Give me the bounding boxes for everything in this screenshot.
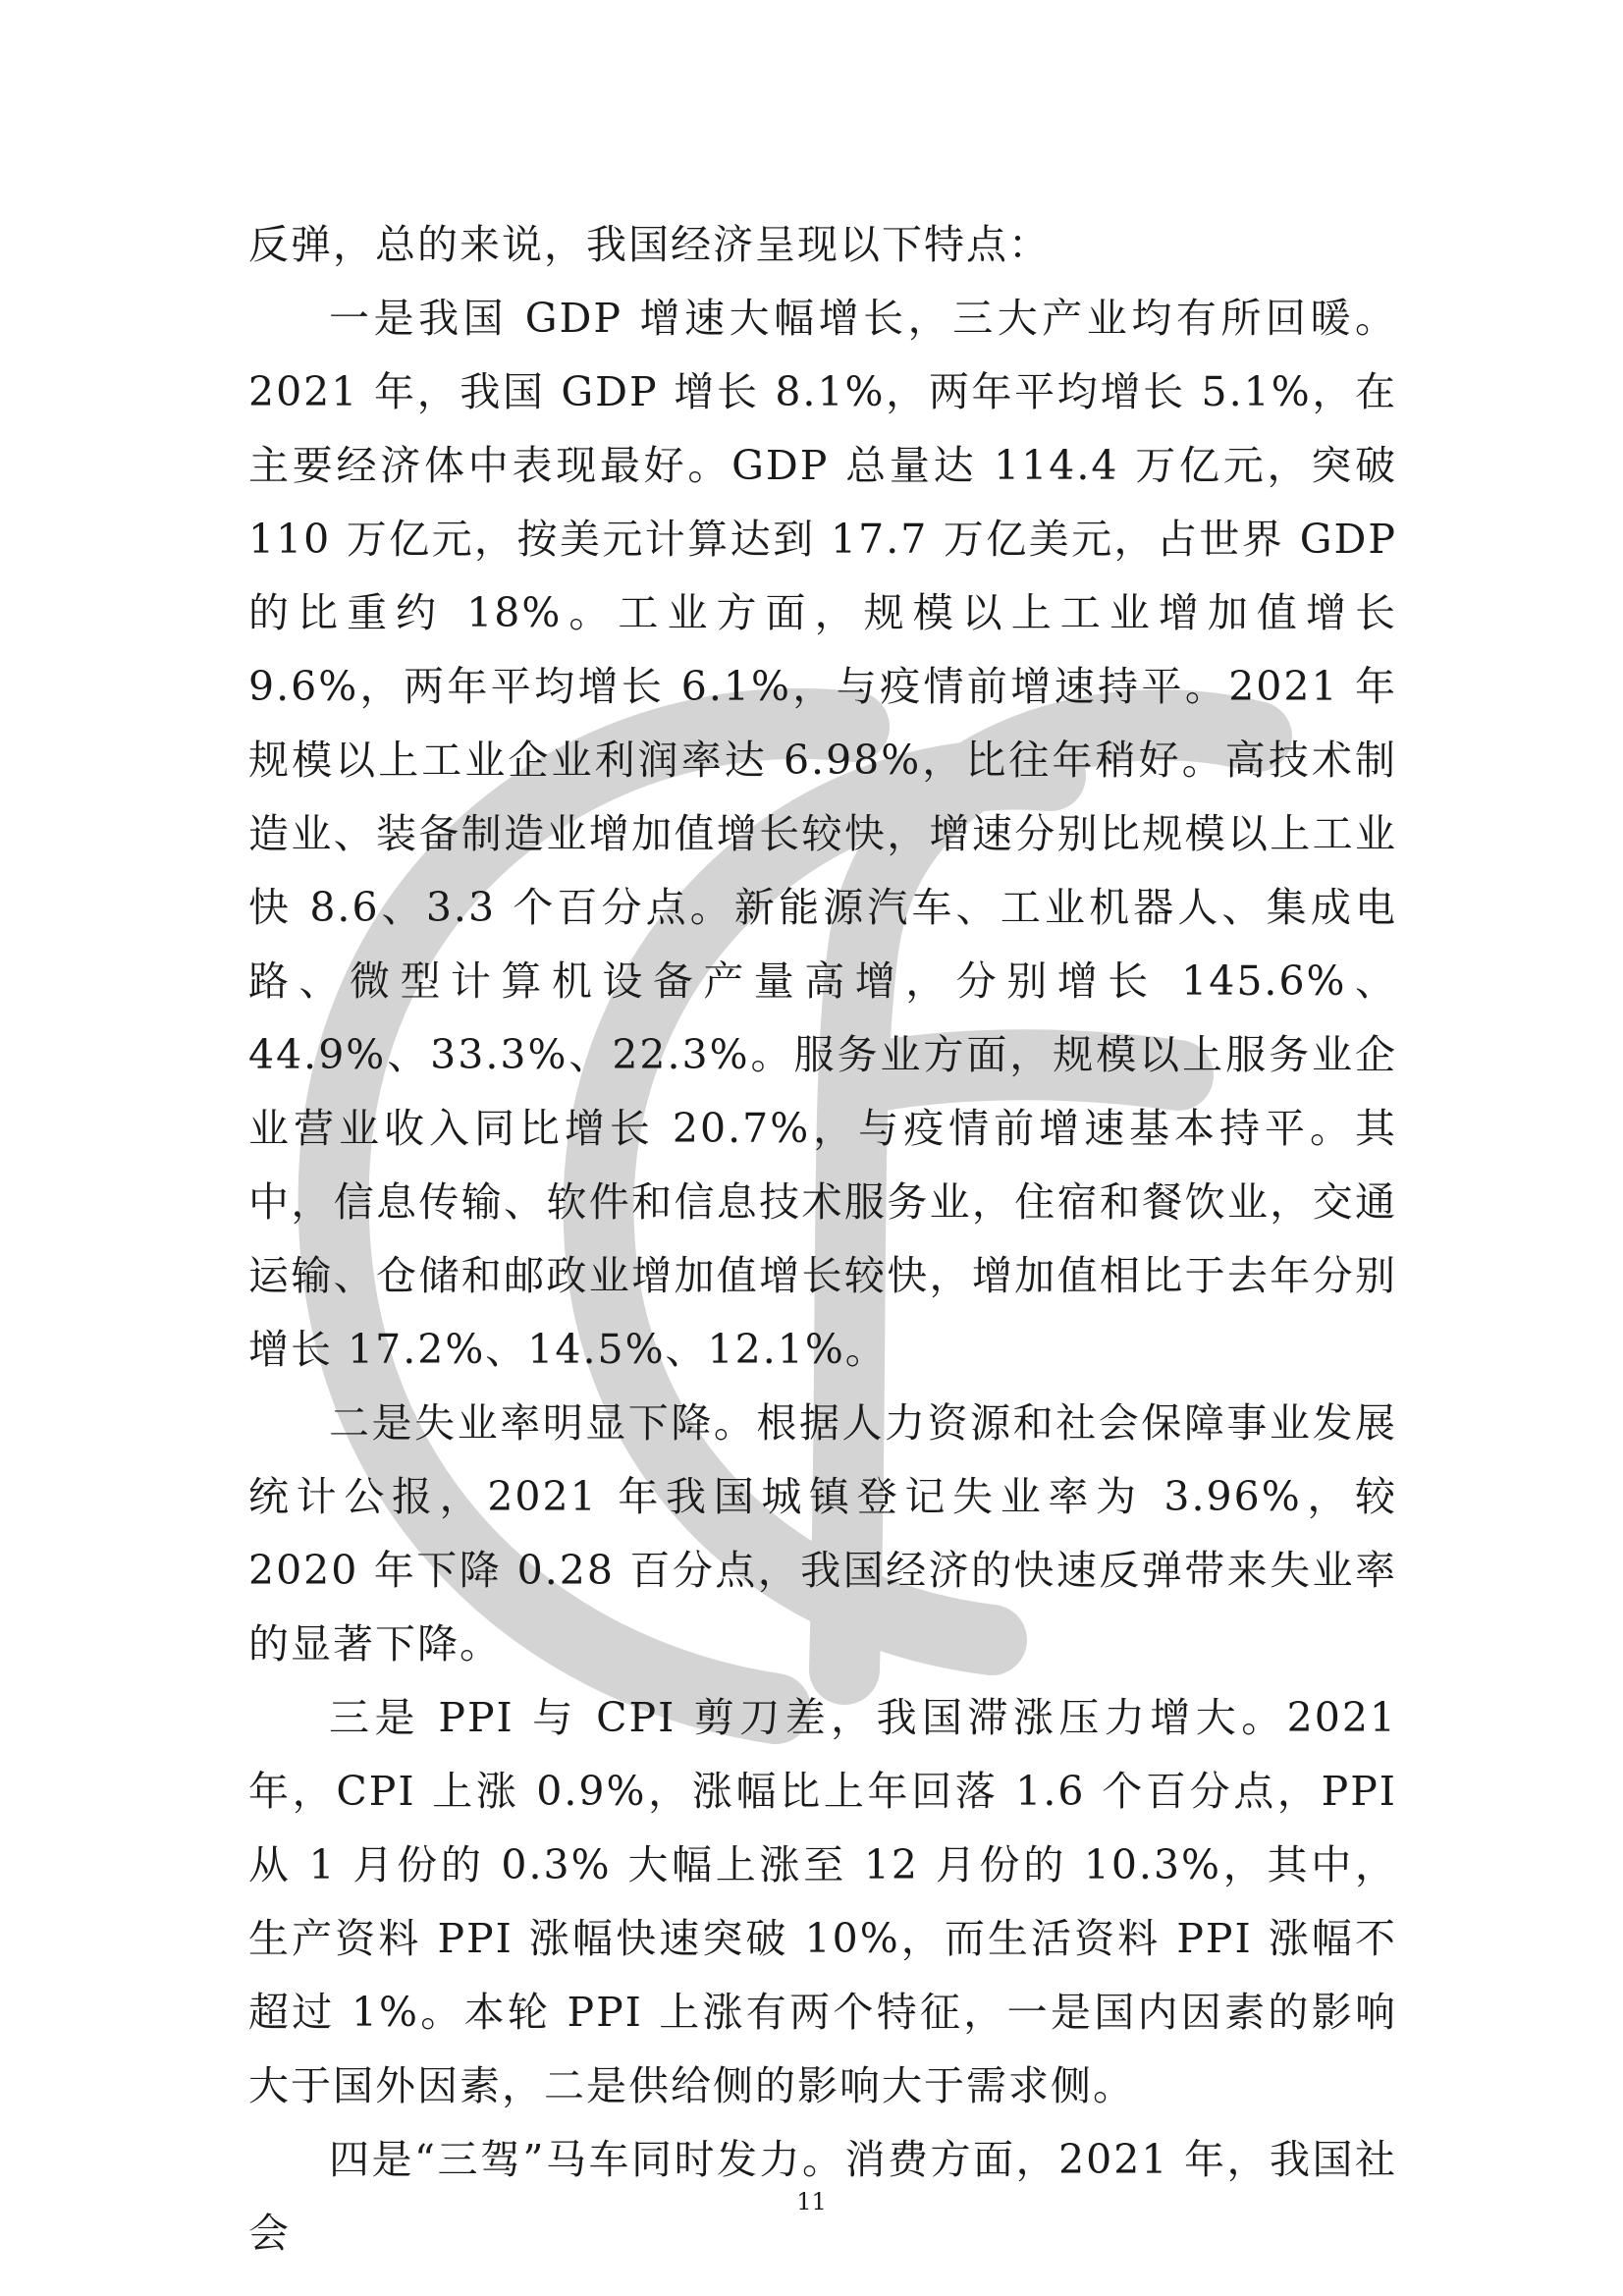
paragraph-ppi-cpi: 三是 PPI 与 CPI 剪刀差，我国滞涨压力增大。2021 年，CPI 上涨 0.9%，涨幅比上年回落 1.6 个百分点，PPI 从 1 月份的 0.3% 大幅上涨至 12 月份的 10.3%，其中，生产资料 PPI 涨幅快速突破 10%，而生活资料 PPI 涨幅不超过 1%。本轮 PPI 上涨有两个特征，一是国内因素的影响大于国外因素，二是供给侧的影响大于需求侧。 [248, 1694, 1397, 2109]
paragraph-gdp-growth: 一是我国 GDP 增速大幅增长，三大产业均有所回暖。2021 年，我国 GDP 增长 8.1%，两年平均增长 5.1%，在主要经济体中表现最好。GDP 总量达 114.4 万亿元，突破 110 万亿元，按美元计算达到 17.7 万亿美元，占世界 GDP 的比重约 18%。工业方面，规模以上工业增加值增长 9.6%，两年平均增长 6.1%，与疫情前增速持平。2021 年规模以上工业企业利润率达 6.98%，比往年稍好。高技术制造业、装备制造业增加值增长较快，增速分别比规模以上工业快 8.6、3.3 个百分点。新能源汽车、工业机器人、集成电路、微型计算机设备产量高增，分别增长 145.6%、44.9%、33.3%、22.3%。服务业方面，规模以上服务业企业营业收入同比增长 20.7%，与疫情前增速基本持平。其中，信息传输、软件和信息技术服务业，住宿和餐饮业，交通运输、仓储和邮政业增加值增长较快，增加值相比于去年分别增长 17.2%、14.5%、12.1%。 [248, 295, 1397, 1373]
paragraph-unemployment: 二是失业率明显下降。根据人力资源和社会保障事业发展统计公报，2021 年我国城镇登记失业率为 3.96%，较 2020 年下降 0.28 百分点，我国经济的快速反弹带来失业率的显著下降。 [248, 1399, 1397, 1667]
page-number: 11 [796, 2188, 827, 2215]
paragraph-continuation: 反弹，总的来说，我国经济呈现以下特点： [248, 221, 1051, 268]
document-body [248, 208, 1397, 2270]
paragraph-three-drivers: 四是“三驾”马车同时发力。消费方面，2021 年，我国社会 [248, 2136, 1397, 2257]
